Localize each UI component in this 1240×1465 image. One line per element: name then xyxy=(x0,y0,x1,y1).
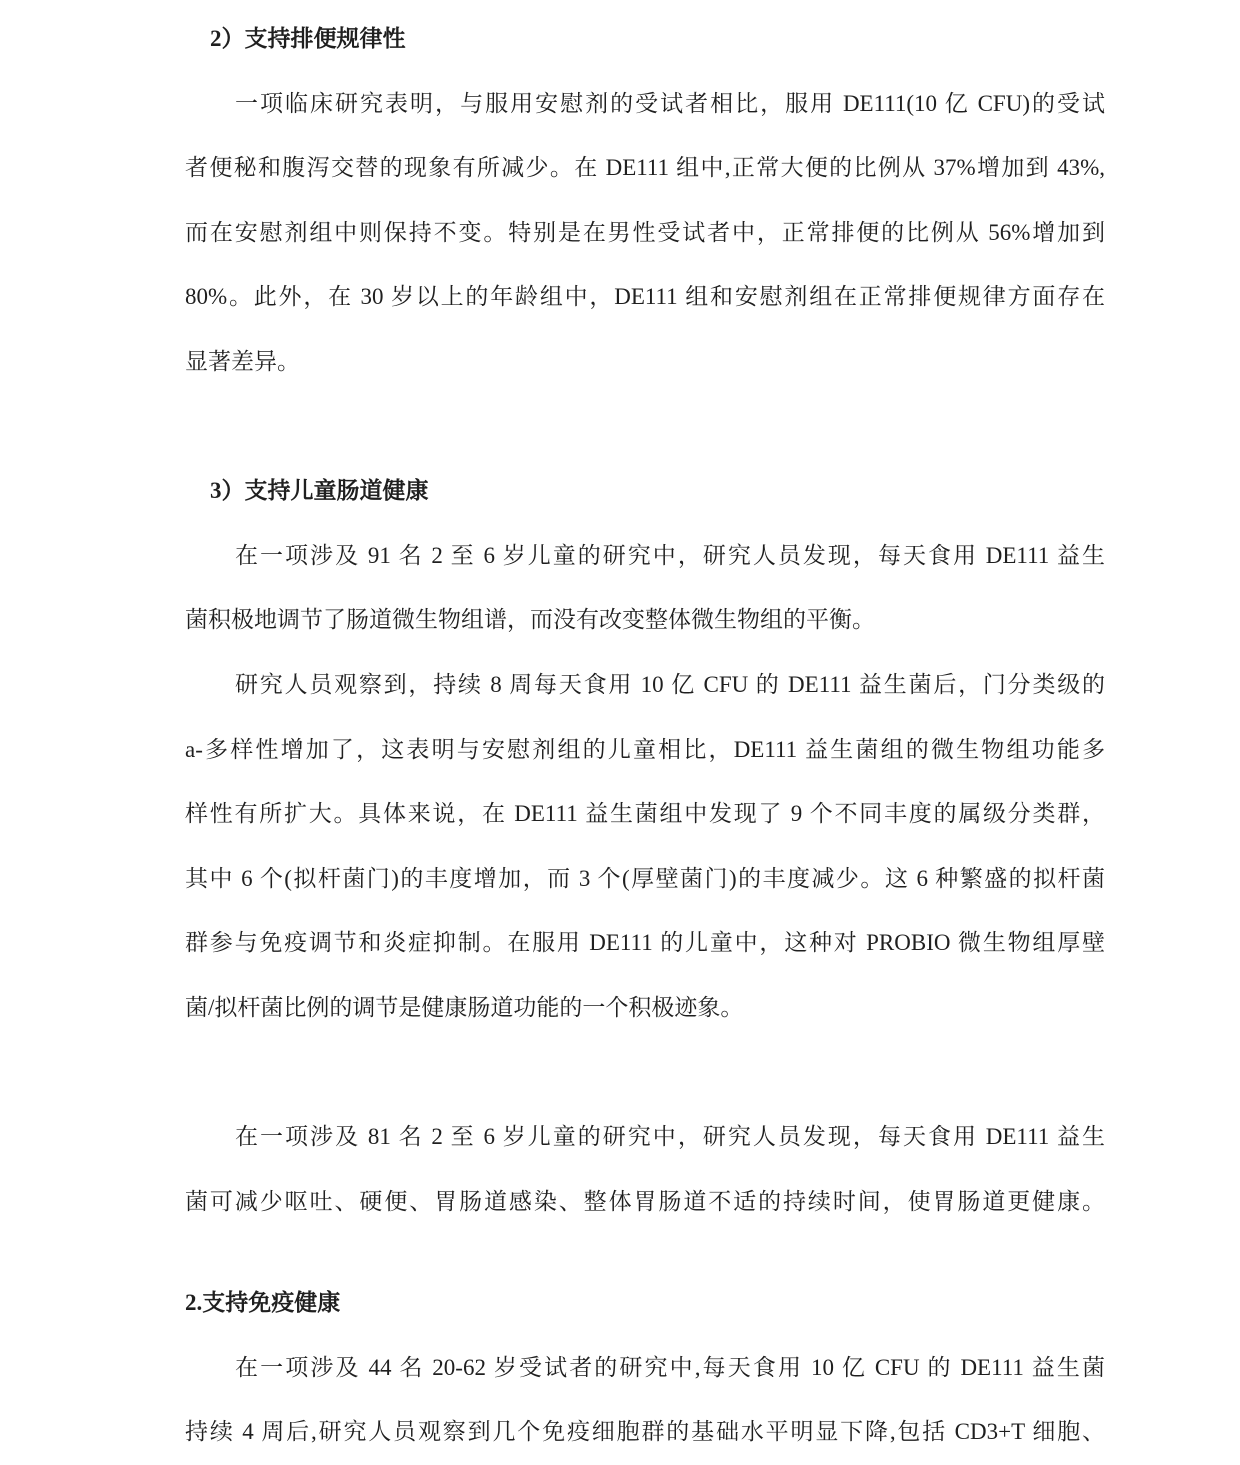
heading-immune-health: 2.支持免疫健康 xyxy=(185,1290,341,1316)
text-line: 样性有所扩大。具体来说，在 DE111 益生菌组中发现了 9 个不同丰度的属级分类群， xyxy=(185,801,1105,827)
text-line: 在一项涉及 81 名 2 至 6 岁儿童的研究中，研究人员发现，每天食用 DE111 益生 xyxy=(235,1124,1105,1150)
text-line: 80%。此外，在 30 岁以上的年龄组中，DE111 组和安慰剂组在正常排便规律方面存在 xyxy=(185,284,1105,310)
paragraph-children-gi-symptoms-study xyxy=(185,1105,1105,1234)
heading-children-gut-health: 3）支持儿童肠道健康 xyxy=(210,478,429,504)
text-line: a-多样性增加了，这表明与安慰剂组的儿童相比，DE111 益生菌组的微生物组功能多 xyxy=(185,736,1105,762)
blank-line xyxy=(185,395,1105,460)
text-line: 者便秘和腹泻交替的现象有所减少。在 DE111 组中,正常大便的比例从 37%增加到 43%, xyxy=(185,155,1105,181)
paragraph-bowel-regularity-study xyxy=(185,72,1105,395)
text-line: 而在安慰剂组中则保持不变。特别是在男性受试者中，正常排便的比例从 56%增加到 xyxy=(185,219,1105,245)
paragraph-immune-study xyxy=(185,1336,1105,1465)
text-line: 显著差异。 xyxy=(185,348,300,374)
text-line: 菌/拟杆菌比例的调节是健康肠道功能的一个积极迹象。 xyxy=(185,994,744,1020)
heading-bowel-regularity: 2）支持排便规律性 xyxy=(210,26,406,51)
text-line: 在一项涉及 44 名 20-62 岁受试者的研究中,每天食用 10 亿 CFU 的 DE111 益生菌 xyxy=(235,1354,1105,1380)
text-line: 持续 4 周后,研究人员观察到几个免疫细胞群的基础水平明显下降,包括 CD3+T 细胞、 xyxy=(185,1419,1105,1445)
text-line: 其中 6 个(拟杆菌门)的丰度增加，而 3 个(厚壁菌门)的丰度减少。这 6 种繁盛的拟杆菌 xyxy=(185,865,1105,891)
blank-line xyxy=(185,1041,1105,1106)
paragraph-children-microbiome-study xyxy=(185,524,1105,653)
text-line: 研究人员观察到，持续 8 周每天食用 10 亿 CFU 的 DE111 益生菌后，门分类级的 xyxy=(235,671,1105,697)
text-line: 菌积极地调节了肠道微生物组谱，而没有改变整体微生物组的平衡。 xyxy=(185,607,875,633)
text-line: 一项临床研究表明，与服用安慰剂的受试者相比，服用 DE111(10 亿 CFU)的受试 xyxy=(235,90,1105,116)
paragraph-alpha-diversity-findings xyxy=(185,653,1105,1041)
text-line: 在一项涉及 91 名 2 至 6 岁儿童的研究中，研究人员发现，每天食用 DE111 益生 xyxy=(235,542,1105,568)
text-line: 菌可减少呕吐、硬便、胃肠道感染、整体胃肠道不适的持续时间，使胃肠道更健康。 xyxy=(185,1188,1105,1214)
text-line: 群参与免疫调节和炎症抑制。在服用 DE111 的儿童中，这种对 PROBIO 微生物组厚壁 xyxy=(185,930,1105,956)
